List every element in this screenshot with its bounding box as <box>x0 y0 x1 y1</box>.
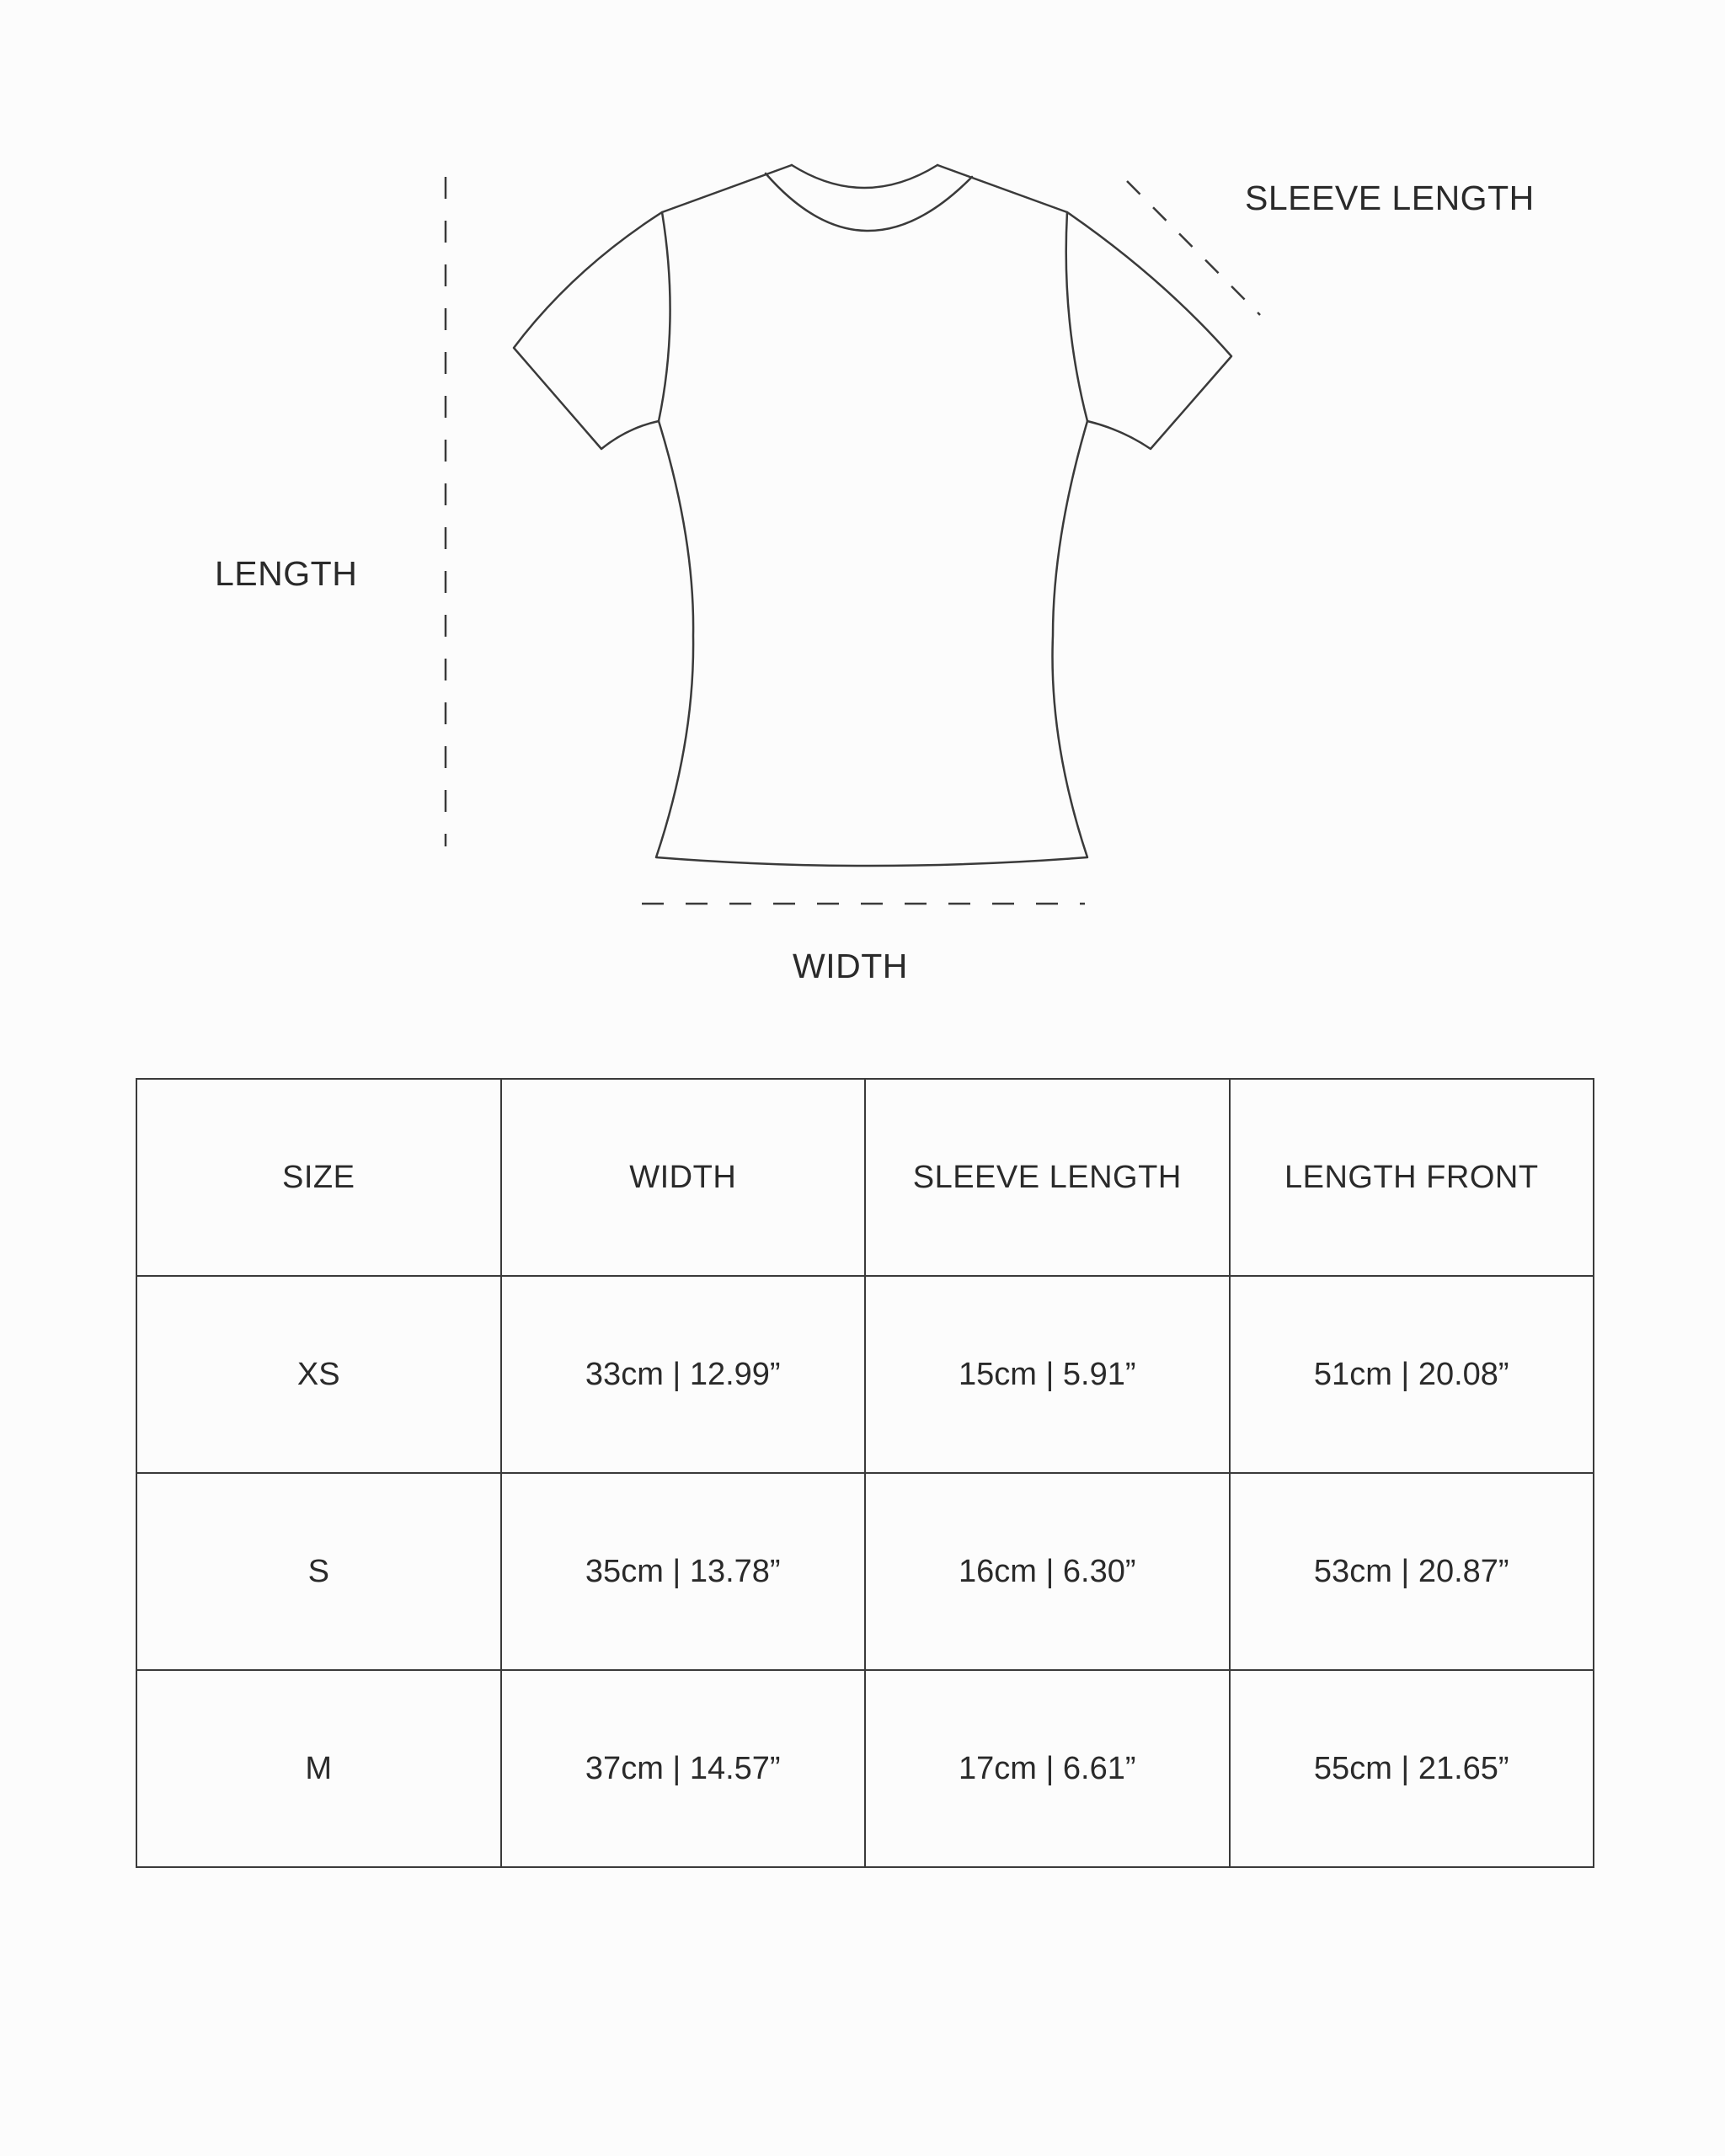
tshirt-outline <box>514 165 1231 866</box>
cell-length-front: 53cm | 20.87” <box>1230 1473 1594 1670</box>
cell-size: S <box>136 1473 501 1670</box>
header-sleeve-length: SLEEVE LENGTH <box>865 1079 1230 1276</box>
header-width: WIDTH <box>501 1079 866 1276</box>
cell-length-front: 51cm | 20.08” <box>1230 1276 1594 1473</box>
table-header-row <box>136 1079 1594 1276</box>
cell-sleeve-length: 15cm | 5.91” <box>865 1276 1230 1473</box>
cell-width: 35cm | 13.78” <box>501 1473 866 1670</box>
cell-size: M <box>136 1670 501 1867</box>
sleeve-guide-line <box>1127 181 1260 315</box>
header-size: SIZE <box>136 1079 501 1276</box>
header-length-front: LENGTH FRONT <box>1230 1079 1594 1276</box>
cell-width: 37cm | 14.57” <box>501 1670 866 1867</box>
table-row <box>136 1276 1594 1473</box>
sleeve-length-label: SLEEVE LENGTH <box>1245 179 1535 217</box>
table-row <box>136 1670 1594 1867</box>
cell-length-front: 55cm | 21.65” <box>1230 1670 1594 1867</box>
cell-sleeve-length: 17cm | 6.61” <box>865 1670 1230 1867</box>
length-label: LENGTH <box>215 554 358 593</box>
width-label: WIDTH <box>793 947 908 985</box>
cell-sleeve-length: 16cm | 6.30” <box>865 1473 1230 1670</box>
cell-width: 33cm | 12.99” <box>501 1276 866 1473</box>
cell-size: XS <box>136 1276 501 1473</box>
table-row <box>136 1473 1594 1670</box>
size-chart-table <box>136 1078 1594 1868</box>
tshirt-diagram <box>0 0 1725 1011</box>
